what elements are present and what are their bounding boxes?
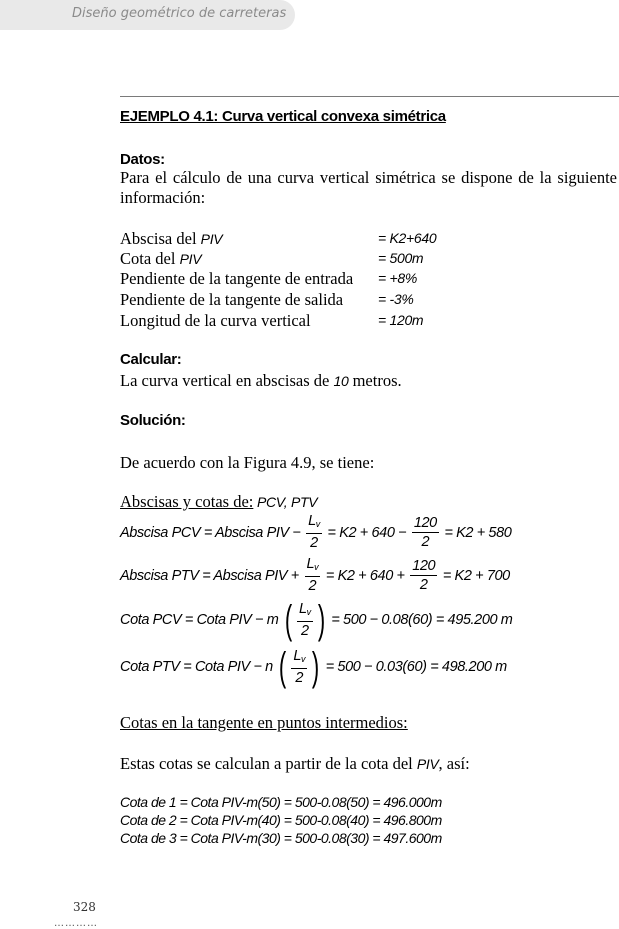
data-row-cota	[120, 249, 617, 269]
equation-abscisa-ptv: Abscisa PTV = Abscisa PIV + $\frac{L_v}{2}$ = K2 + 640 + $\frac{120}{2}$ = K2 + 700	[120, 556, 510, 594]
equation-abscisa-pcv: Abscisa PCV = Abscisa PIV − $\frac{L_v}{2}$ = K2 + 640 − $\frac{120}{2}$ = K2 + 580	[120, 513, 512, 551]
intermediate-heading: Cotas en la tangente en puntos intermedios:	[120, 713, 408, 732]
datos-heading: Datos:	[120, 151, 165, 168]
data-row-label: Cota del PIV	[120, 249, 202, 268]
page-number-dots: …………	[54, 918, 98, 929]
abscisas-subheading: Abscisas y cotas de: PCV, PTV	[120, 492, 318, 511]
equation-cota-ptv: Cota PTV = Cota PIV − n ( $\frac{L_v}{2}$ ) = 500 − 0.03(60) = 498.200 m	[120, 645, 507, 689]
cota-line-1: Cota de 1 = Cota PIV-m(50) = 500-0.08(50) = 496.000m	[120, 794, 442, 810]
data-row-abscisa	[120, 229, 617, 249]
data-row-value: = 500m	[378, 250, 424, 266]
calcular-heading: Calcular:	[120, 351, 182, 368]
datos-intro: Para el cálculo de una curva vertical simétrica se dispone de la siguiente información:	[120, 168, 617, 207]
data-row-pendiente-entrada	[120, 269, 617, 289]
calcular-text: La curva vertical en abscisas de 10 metros.	[120, 371, 402, 390]
data-row-label: Pendiente de la tangente de salida	[120, 290, 344, 309]
data-row-longitud	[120, 311, 617, 331]
example-title: EJEMPLO 4.1: Curva vertical convexa simétrica	[120, 108, 446, 125]
data-row-value: = -3%	[378, 291, 414, 307]
data-row-label: Longitud de la curva vertical	[120, 311, 311, 330]
data-row-value: = 120m	[378, 312, 424, 328]
data-row-value: = +8%	[378, 270, 417, 286]
cota-line-2: Cota de 2 = Cota PIV-m(40) = 500-0.08(40) = 496.800m	[120, 812, 442, 828]
intermediate-text: Estas cotas se calculan a partir de la cota del PIV, así:	[120, 754, 470, 773]
running-head-title: Diseño geométrico de carreteras	[72, 6, 287, 21]
data-row-label: Pendiente de la tangente de entrada	[120, 269, 354, 288]
solucion-heading: Solución:	[120, 412, 186, 429]
data-row-pendiente-salida	[120, 290, 617, 310]
data-row-label: Abscisa del PIV	[120, 229, 223, 248]
running-head	[0, 0, 295, 30]
solucion-intro: De acuerdo con la Figura 4.9, se tiene:	[120, 453, 375, 472]
equation-cota-pcv: Cota PCV = Cota PIV − m ( $\frac{L_v}{2}$ ) = 500 − 0.08(60) = 495.200 m	[120, 598, 513, 642]
page-number: 328	[73, 900, 96, 914]
cota-line-3: Cota de 3 = Cota PIV-m(30) = 500-0.08(30) = 497.600m	[120, 830, 442, 846]
header-rule	[120, 96, 619, 97]
data-row-value: = K2+640	[378, 230, 437, 246]
